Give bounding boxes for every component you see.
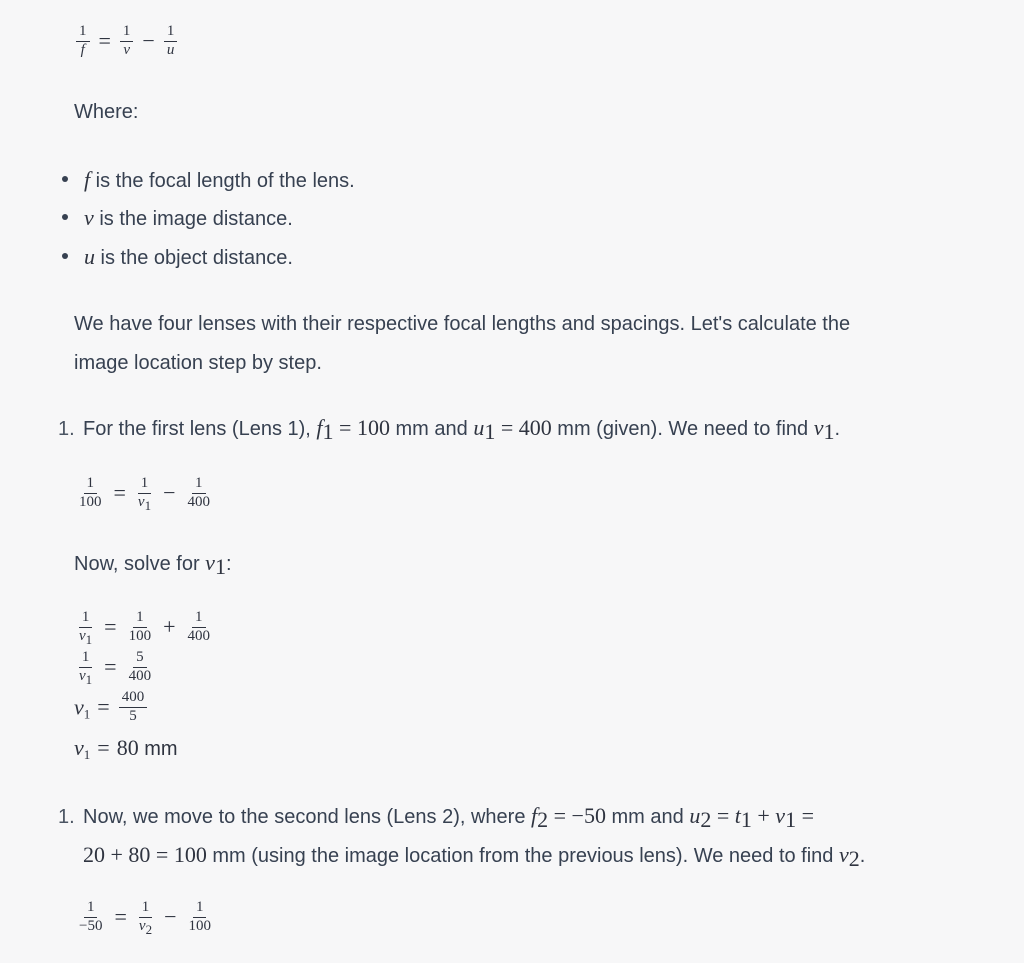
solve-line-1: $\frac{1}{v_1}$ = $\frac{1}{100}$ + $\frac{1}{400}$ bbox=[79, 609, 211, 647]
step-1-number: 1. bbox=[58, 418, 75, 440]
intro-line-2: image location step by step. bbox=[74, 352, 322, 374]
solve-line-2: $\frac{1}{v_1}$ = $\frac{5}{400}$ bbox=[79, 649, 152, 687]
step-2-text-line-1: Now, we move to the second lens (Lens 2), where $f_2 = -50$ mm and $u_2 = t_1 + v_1$ = bbox=[83, 803, 814, 832]
list-item: u is the object distance. bbox=[84, 244, 293, 269]
step-1-equation: $\frac{1}{100}$ = $\frac{1}{v_1}$ − $\frac{1}{400}$ bbox=[79, 475, 211, 513]
solve-line-3: $v_1$ = $\frac{400}{5}$ bbox=[74, 692, 149, 727]
bullet-dot bbox=[62, 214, 68, 220]
bullet-dot bbox=[62, 253, 68, 259]
list-item: f is the focal length of the lens. bbox=[84, 167, 355, 192]
solve-label: Now, solve for $v_1$: bbox=[74, 550, 232, 579]
step-2-text-line-2: 20 + 80 = 100 mm (using the image location from the previous lens). We need to find $v_2$. bbox=[83, 842, 866, 871]
where-label: Where: bbox=[74, 101, 139, 123]
intro-line-1: We have four lenses with their respective focal lengths and spacings. Let's calculate the bbox=[74, 313, 851, 335]
step-1-text: For the first lens (Lens 1), $f_1 = 100$ mm and $u_1 = 400$ mm (given). We need to find $v_1$. bbox=[83, 415, 841, 444]
solve-line-4: $v_1 = 80$ mm bbox=[74, 735, 178, 762]
list-item: v is the image distance. bbox=[84, 205, 293, 230]
step-2-number: 1. bbox=[58, 806, 75, 828]
lens-formula: $\frac{1}{f}$ = $\frac{1}{v}$ − $\frac{1}{u}$ bbox=[74, 26, 179, 61]
bullet-dot bbox=[62, 176, 68, 182]
step-2-equation: $\frac{1}{-50}$ = $\frac{1}{v_2}$ − $\frac{1}{100}$ bbox=[79, 899, 211, 937]
